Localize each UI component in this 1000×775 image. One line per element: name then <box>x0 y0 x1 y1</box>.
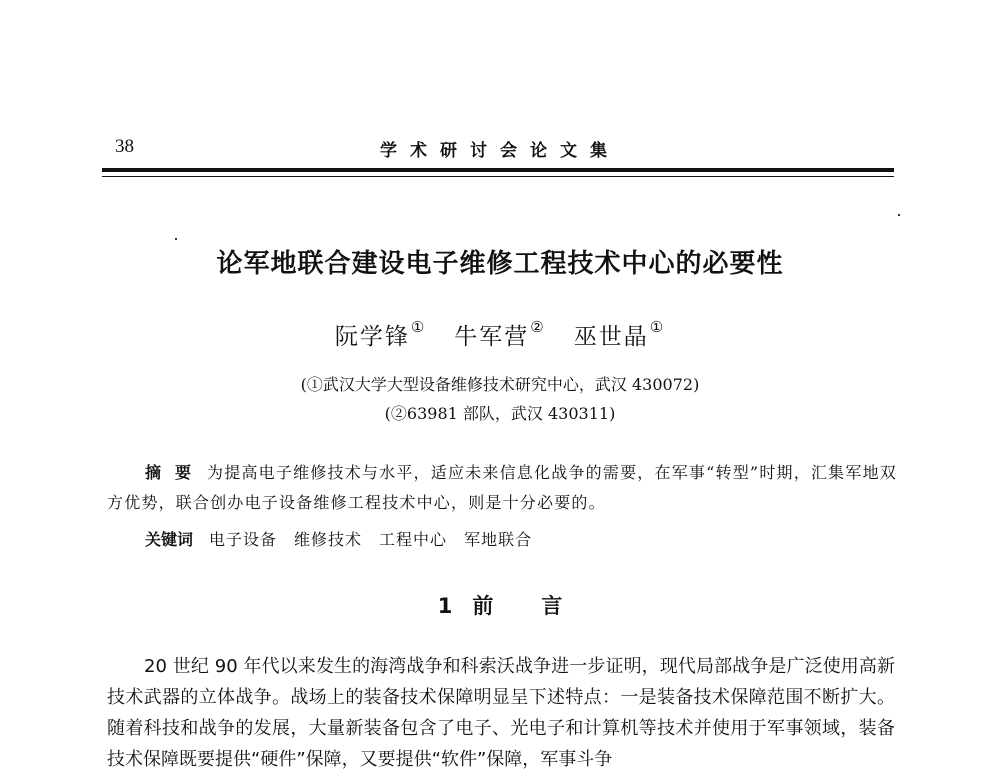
page-number: 38 <box>115 136 134 157</box>
author-name: 牛军营 <box>454 324 530 350</box>
header-rule-thin <box>102 176 894 177</box>
keyword: 电子设备 <box>209 530 278 549</box>
affiliation-mark: ② <box>530 318 546 337</box>
scan-speck <box>175 238 177 240</box>
article-title: 论军地联合建设电子维修工程技术中心的必要性 <box>216 249 784 279</box>
abstract-label: 摘要 <box>145 463 206 482</box>
keywords <box>145 527 549 550</box>
keywords-label: 关键词 <box>145 530 194 549</box>
affiliation-mark: ① <box>410 318 427 337</box>
affiliation-line: (②63981 部队，武汉 430311) <box>384 404 616 423</box>
section-heading <box>0 590 1000 620</box>
abstract <box>107 458 897 518</box>
running-header-title: 学术研讨会论文集 <box>380 141 620 161</box>
keyword: 工程中心 <box>379 530 448 549</box>
section-title: 前言 <box>472 594 611 618</box>
keyword: 军地联合 <box>464 530 533 549</box>
author-name: 阮学锋 <box>334 324 410 350</box>
author-name: 巫世晶 <box>573 324 649 350</box>
author-list <box>0 318 1000 351</box>
abstract-text: 为提高电子维修技术与水平，适应未来信息化战争的需要，在军事“转型”时期，汇集军地双方优势，联合创办电子设备维修工程技术中心，则是十分必要的。 <box>107 463 897 512</box>
author <box>574 318 665 351</box>
author <box>454 318 545 351</box>
keyword: 维修技术 <box>294 530 363 549</box>
body-paragraph: 20 世纪 90 年代以来发生的海湾战争和科索沃战争进一步证明，现代局部战争是广泛使用高新技术武器的立体战争。战场上的装备技术保障明显呈下述特点：一是装备技术保障范围不断扩大。随着科技和战争的发展，大量新装备包含了电子、光电子和计算机等技术并使用于军事领域，装备技术保障既要提供“硬件”保障，又要提供“软件”保障，军事斗争 <box>107 656 895 770</box>
affiliation-mark: ① <box>649 318 666 337</box>
author <box>335 318 426 351</box>
affiliation-line: (①武汉大学大型设备维修技术研究中心，武汉 430072) <box>300 375 700 394</box>
header-rule-thick <box>102 168 894 172</box>
section-number: 1 <box>437 594 453 618</box>
scan-speck <box>898 214 900 216</box>
